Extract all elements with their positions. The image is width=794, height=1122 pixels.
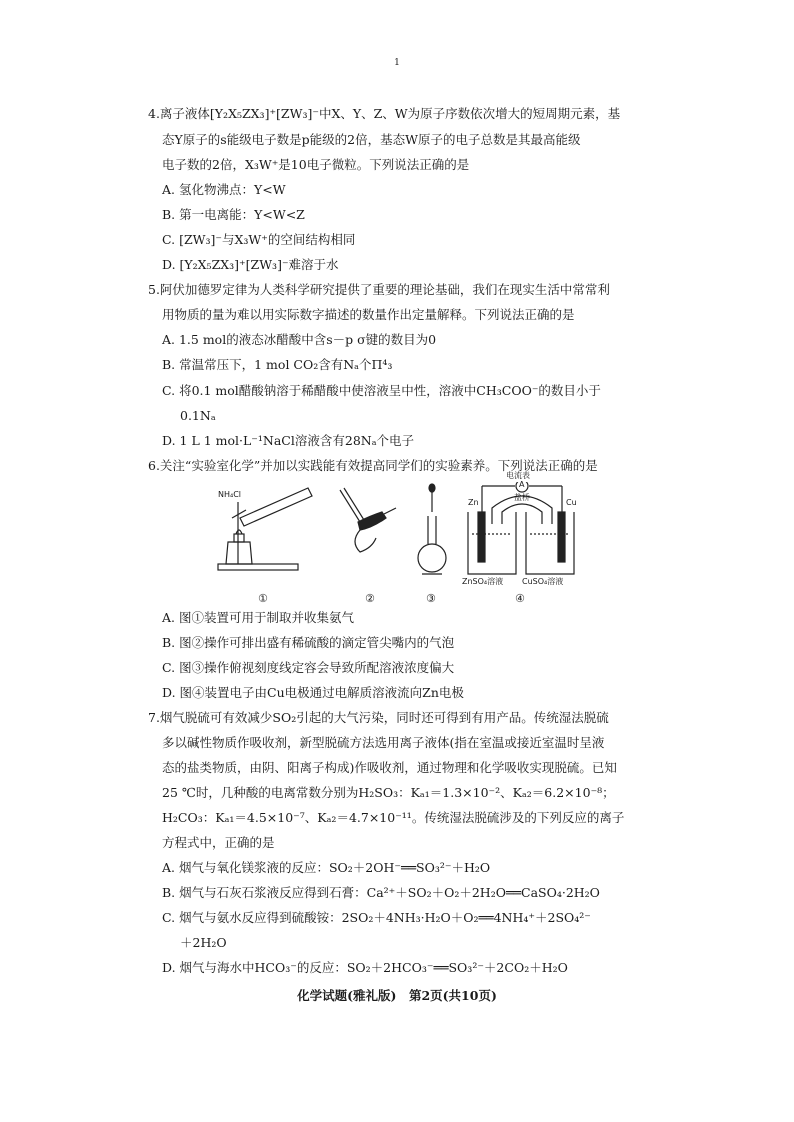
q5-option-b: B. 常温常压下，1 mol CO₂含有Nₐ个Π⁴₃ xyxy=(162,357,393,372)
q7-stem-line6: 方程式中，正确的是 xyxy=(162,835,275,850)
fig2-apparatus xyxy=(340,488,396,552)
q4-stem-line3: 电子数的2倍，X₃W⁺是10电子微粒。下列说法正确的是 xyxy=(162,157,470,172)
fig4-znso4-label: ZnSO₄溶液 xyxy=(462,577,504,586)
fig1-number: ① xyxy=(258,592,268,605)
q7-stem-line2: 多以碱性物质作吸收剂，新型脱硫方法选用离子液体(指在室温或接近室温时呈液 xyxy=(162,735,605,750)
fig4-cuso4-label: CuSO₄溶液 xyxy=(522,577,564,586)
fig4-number: ④ xyxy=(515,592,525,605)
q5-option-d: D. 1 L 1 mol·L⁻¹NaCl溶液含有28Nₐ个电子 xyxy=(162,433,415,448)
q7-stem-line1: 7.烟气脱硫可有效减少SO₂引起的大气污染，同时还可得到有用产品。传统湿法脱硫 xyxy=(148,710,609,725)
q5-stem-line2: 用物质的量为难以用实际数字描述的数量作出定量解释。下列说法正确的是 xyxy=(162,307,575,322)
fig4-ammeter-a-label: A xyxy=(519,480,525,489)
q5-option-c-line1: C. 将0.1 mol醋酸钠溶于稀醋酸中使溶液呈中性，溶液中CH₃COO⁻的数目小于 xyxy=(162,383,601,398)
q7-stem-line5: H₂CO₃：Kₐ₁＝4.5×10⁻⁷、Kₐ₂＝4.7×10⁻¹¹。传统湿法脱硫涉及的下列反应的离子 xyxy=(162,810,625,825)
q7-option-c-line1: C. 烟气与氨水反应得到硫酸铵：2SO₂＋4NH₃·H₂O＋O₂══4NH₄⁺＋2SO₄²⁻ xyxy=(162,910,591,925)
q6-option-c: C. 图③操作俯视刻度线定容会导致所配溶液浓度偏大 xyxy=(162,660,455,675)
fig4-zn-label: Zn xyxy=(468,498,479,507)
q7-option-b: B. 烟气与石灰石浆液反应得到石膏：Ca²⁺＋SO₂＋O₂＋2H₂O══CaSO₄·2H₂O xyxy=(162,885,600,900)
q5-stem-line1: 5.阿伏加德罗定律为人类科学研究提供了重要的理论基础，我们在现实生活中常常利 xyxy=(148,282,610,297)
fig4-salt-bridge-label: 盐桥 xyxy=(514,493,530,502)
fig4-cu-label: Cu xyxy=(566,498,577,507)
q7-stem-line3: 态的盐类物质，由阴、阳离子构成)作吸收剂，通过物理和化学吸收实现脱硫。已知 xyxy=(162,760,617,775)
fig3-apparatus xyxy=(418,484,446,574)
q5-option-a: A. 1.5 mol的液态冰醋酸中含s－p σ键的数目为0 xyxy=(162,332,437,347)
fig1-nh4cl-label: NH₄Cl xyxy=(218,490,242,499)
q6-option-d: D. 图④装置电子由Cu电极通过电解质溶液流向Zn电极 xyxy=(162,685,464,700)
page-number: 1 xyxy=(394,58,400,68)
q6-figure xyxy=(210,471,577,612)
q7-option-d: D. 烟气与海水中HCO₃⁻的反应：SO₂＋2HCO₃⁻══SO₃²⁻＋2CO₂＋H₂O xyxy=(162,960,568,975)
q4-option-b: B. 第一电离能：Y<W<Z xyxy=(162,207,305,222)
fig1-apparatus xyxy=(218,488,312,570)
fig3-number: ③ xyxy=(426,592,436,605)
q6-option-b: B. 图②操作可排出盛有稀硫酸的滴定管尖嘴内的气泡 xyxy=(162,635,455,650)
fig4-ammeter-label: 电流表 xyxy=(506,471,530,480)
q7-option-a: A. 烟气与氧化镁浆液的反应：SO₂＋2OH⁻══SO₃²⁻＋H₂O xyxy=(162,860,491,875)
q7-stem-line4: 25 ℃时，几种酸的电离常数分别为H₂SO₃：Kₐ₁＝1.3×10⁻²、Kₐ₂＝6.2×10⁻⁸； xyxy=(162,785,615,800)
q6-option-a: A. 图①装置可用于制取并收集氨气 xyxy=(162,610,354,625)
q7-option-c-line2: ＋2H₂O xyxy=(180,935,227,950)
q4-option-d: D. [Y₂X₅ZX₃]⁺[ZW₃]⁻难溶于水 xyxy=(162,257,339,272)
fig2-number: ② xyxy=(365,592,375,605)
q4-stem-line2: 态Y原子的s能级电子数是p能级的2倍，基态W原子的电子总数是其最高能级 xyxy=(162,132,581,147)
q4-option-c: C. [ZW₃]⁻与X₃W⁺的空间结构相同 xyxy=(162,232,356,247)
page-footer: 化学试题(雅礼版) 第2页(共10页) xyxy=(297,988,497,1003)
q4-stem-line1: 4.离子液体[Y₂X₅ZX₃]⁺[ZW₃]⁻中X、Y、Z、W为原子序数依次增大的短周期元素，基 xyxy=(148,106,621,121)
q5-option-c-line2: 0.1Nₐ xyxy=(180,408,216,423)
q4-option-a: A. 氢化物沸点：Y<W xyxy=(162,182,286,197)
q6-stem: 6.关注“实验室化学”并加以实践能有效提高同学们的实验素养。下列说法正确的是 xyxy=(148,458,598,473)
